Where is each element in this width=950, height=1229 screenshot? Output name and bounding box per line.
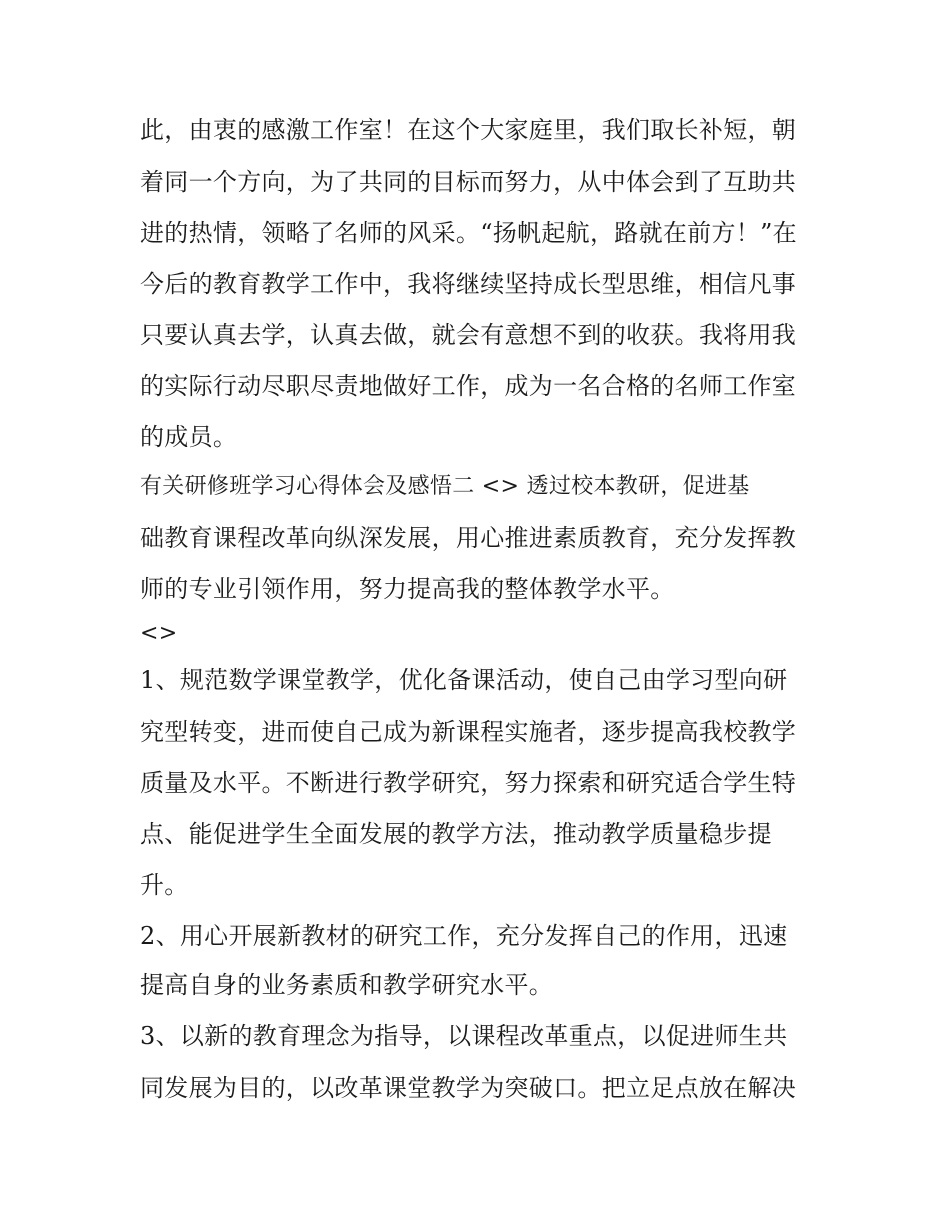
- text-line: 着同一个方向，为了共同的目标而努力，从中体会到了互助共: [140, 168, 797, 196]
- text-line: 升。: [140, 871, 189, 899]
- text-line: 进的热情，领略了名师的风采。“扬帆起航，路就在前方！”在: [140, 219, 797, 247]
- list-item-3-line: 3、以新的教育理念为指导，以课程改革重点，以促进师生共: [140, 1022, 788, 1050]
- text-line: 师的专业引领作用，努力提高我的整体教学水平。: [140, 575, 675, 603]
- section-heading-line: 有关研修班学习心得体会及感悟二 <> 透过校本教研，促进基: [140, 474, 750, 499]
- text-line: 提高自身的业务素质和教学研究水平。: [140, 971, 554, 999]
- text-line: 究型转变，进而使自己成为新课程实施者，逐步提高我校教学: [140, 718, 797, 746]
- list-item-2-line: 2、用心开展新教材的研究工作，充分发挥自己的作用，迅速: [140, 922, 788, 950]
- list-item-1-line: 1、规范数学课堂教学，优化备课活动，使自己由学习型向研: [140, 666, 788, 694]
- text-line: 础教育课程改革向纵深发展，用心推进素质教育，充分发挥教: [140, 524, 797, 552]
- marker-line: <>: [140, 621, 178, 646]
- text-line: 质量及水平。不断进行教学研究，努力探索和研究适合学生特: [140, 769, 797, 797]
- text-line: 只要认真去学，认真去做，就会有意想不到的收获。我将用我: [140, 321, 797, 349]
- text-line: 的成员。: [140, 423, 238, 451]
- text-line: 今后的教育教学工作中，我将继续坚持成长型思维，相信凡事: [140, 270, 797, 298]
- text-line: 此，由衷的感激工作室！在这个大家庭里，我们取长补短，朝: [140, 116, 797, 144]
- text-line: 的实际行动尽职尽责地做好工作，成为一名合格的名师工作室: [140, 372, 797, 400]
- text-line: 点、能促进学生全面发展的教学方法，推动教学质量稳步提: [140, 820, 772, 848]
- text-line: 同发展为目的，以改革课堂教学为突破口。把立足点放在解决: [140, 1074, 797, 1102]
